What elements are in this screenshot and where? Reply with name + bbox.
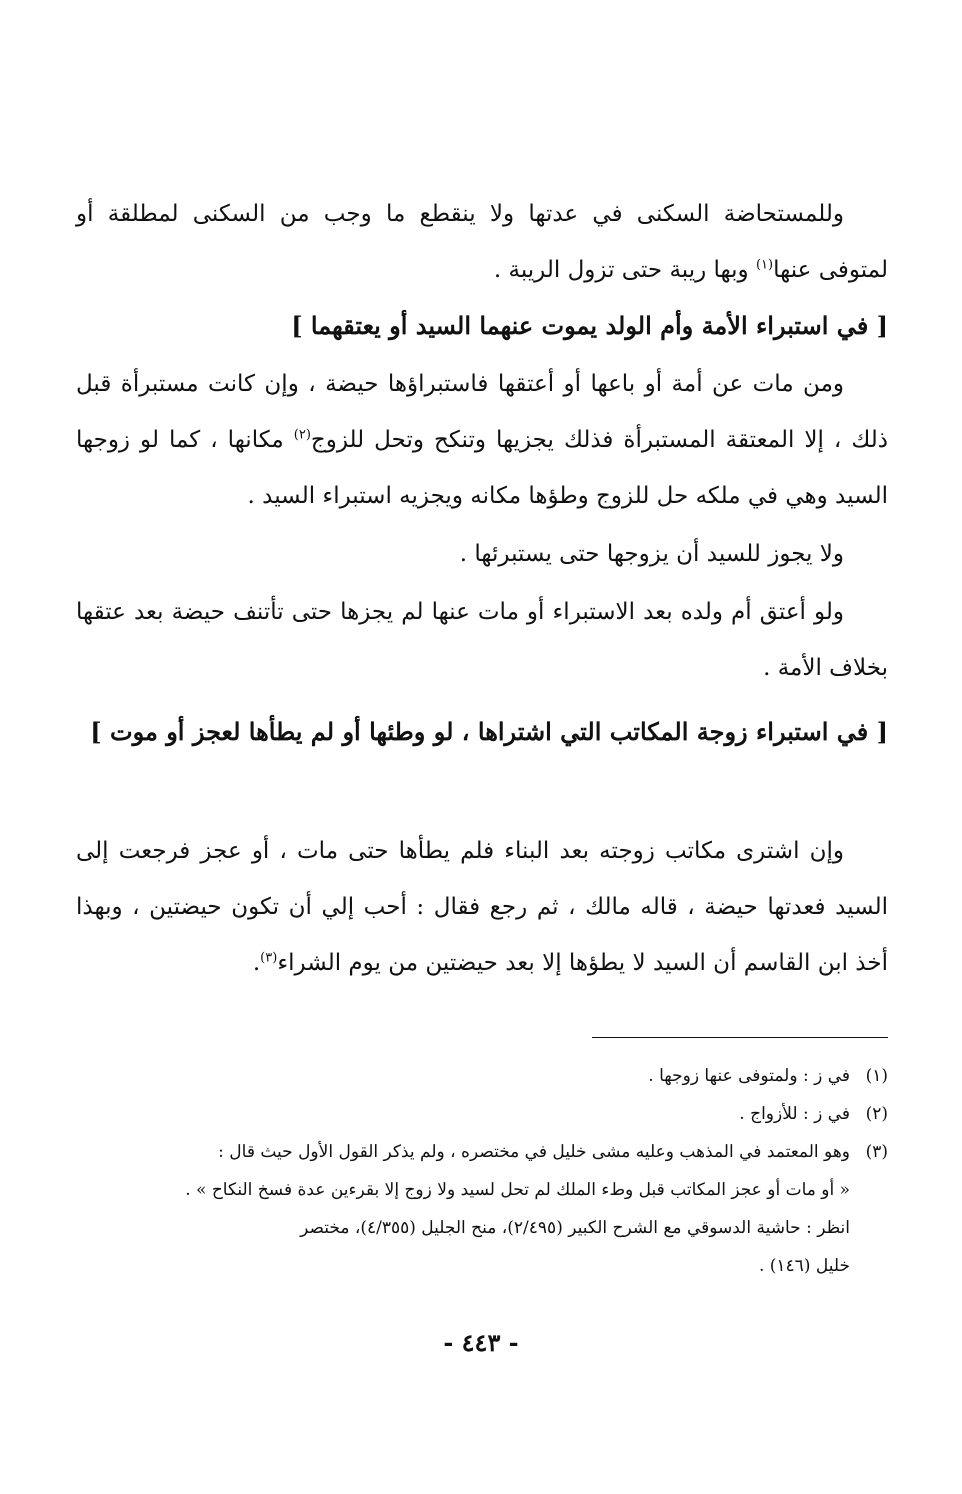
paragraph-3: ولا يجوز للسيد أن يزوجها حتى يستبرئها . xyxy=(459,541,844,567)
paragraph-5 xyxy=(76,823,888,991)
footnote-ref-1: (١) xyxy=(755,257,774,273)
footnote-text xyxy=(76,1057,850,1095)
footnote-text xyxy=(76,1095,850,1133)
footnote-3 xyxy=(76,1133,888,1285)
section-heading-2: [ في استبراء زوجة المكاتب التي اشتراها ، لو وطئها أو لم يطأها لعجز أو موت ] xyxy=(90,717,888,746)
paragraph-2-text-a: ومن مات عن أمة أو باعها أو أعتقها فاستبراؤها حيضة ، وإن كانت مستبرأة قبل ذلك ، إلا المعتقة المستبرأة فذلك يجزيها وتنكح وتحل للزوج xyxy=(76,371,888,453)
footnote-number: (٣) xyxy=(865,1142,888,1162)
footnote-1 xyxy=(76,1057,888,1095)
footnote-line: وهو المعتمد في المذهب وعليه مشى خليل في مختصره ، ولم يذكر القول الأول حيث قال : xyxy=(218,1142,850,1162)
footnote-line: في ز : للأزواج . xyxy=(739,1104,850,1124)
paragraph-2-text-b: مكانها ، كما لو زوجها السيد وهي في ملكه حل للزوج وطؤها مكانه ويجزيه استبراء السيد . xyxy=(76,427,888,509)
footnote-separator xyxy=(592,1037,888,1038)
paragraph-4: ولو أعتق أم ولده بعد الاستبراء أو مات عنها لم يجزها حتى تأتنف حيضة بعد عتقها بخلاف الأمة . xyxy=(76,599,888,681)
paragraph-2 xyxy=(76,356,888,524)
footnote-line: خليل (١٤٦) . xyxy=(758,1256,850,1276)
page-number: - ٤٤٣ - xyxy=(443,1328,519,1357)
paragraph-5-text-b: . xyxy=(252,950,261,976)
footnote-ref-3: (٣) xyxy=(260,950,278,966)
footnote-number: (١) xyxy=(865,1066,888,1086)
footnote-line: « أو مات أو عجز المكاتب قبل وطء الملك لم تحل لسيد ولا زوج إلا بقرءين عدة فسخ النكاح » . xyxy=(185,1180,850,1200)
paragraph-5-text-a: وإن اشترى مكاتب زوجته بعد البناء فلم يطأها حتى مات ، أو عجز فرجعت إلى السيد فعدتها حيضة ، قاله مالك ، ثم رجع فقال : أحب إلي أن تكون حيضتين ، وبهذا أخذ ابن القاسم أن السيد لا يطؤها إلا بعد حيضتين من يوم الشراء xyxy=(76,838,888,976)
section-heading-1: [ في استبراء الأمة وأم الولد يموت عنهما السيد أو يعتقهما ] xyxy=(291,311,888,340)
paragraph-1 xyxy=(76,186,888,298)
footnote-line: انظر : حاشية الدسوقي مع الشرح الكبير (٢/٤٩٥)، منح الجليل (٤/٣٥٥)، مختصر xyxy=(300,1218,850,1238)
footnote-2 xyxy=(76,1095,888,1133)
footnote-ref-2: (٢) xyxy=(293,427,311,443)
paragraph-1-text-b: وبها ريبة حتى تزول الريبة . xyxy=(493,257,756,283)
footnote-number: (٢) xyxy=(865,1104,888,1124)
paragraph-1-text-a: وللمستحاضة السكنى في عدتها ولا ينقطع ما وجب من السكنى لمطلقة أو لمتوفى عنها xyxy=(76,201,888,283)
footnote-line: في ز : ولمتوفى عنها زوجها . xyxy=(648,1066,850,1086)
footnote-text xyxy=(76,1133,850,1285)
footnotes xyxy=(76,1057,888,1285)
